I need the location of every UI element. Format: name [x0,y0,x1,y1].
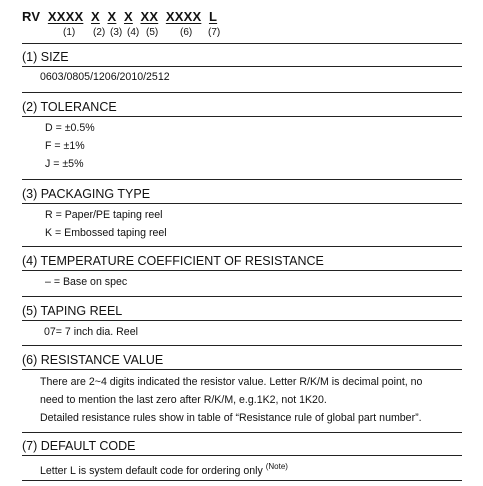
part-number-code [22,9,217,24]
note-reference: (Note) [265,462,288,471]
code-index-6: (6) [180,27,193,38]
code-part-5: XX [140,9,159,24]
packaging-k: K = Embossed taping reel [45,227,167,239]
section-divider [22,455,462,456]
code-part-4: X [123,9,133,24]
section-title-packaging: (3) PACKAGING TYPE [22,187,151,201]
section-divider [22,66,462,67]
section-divider [22,92,462,93]
taping-reel-07: 07= 7 inch dia. Reel [44,326,138,338]
code-prefix: RV [22,9,41,24]
tolerance-f: F = ±1% [45,140,85,152]
section-title-resistance-value: (6) RESISTANCE VALUE [22,353,164,367]
code-part-6: XXXX [165,9,202,24]
code-index-3: (3) [110,27,123,38]
section-divider [22,345,462,346]
section-divider [22,116,462,117]
code-index-4: (4) [127,27,140,38]
code-part-2: X [90,9,100,24]
section-divider [22,320,462,321]
resistance-line-1: There are 2~4 digits indicated the resistor value. Letter R/K/M is decimal point, no [40,376,423,388]
resistance-line-2: need to mention the last zero after R/K/M, e.g.1K2, not 1K20. [40,394,327,406]
default-code-text: Letter L is system default code for ordering only [40,465,263,477]
section-divider [22,43,462,44]
tcr-base: – = Base on spec [45,276,128,288]
section-divider [22,203,462,204]
code-part-1: XXXX [47,9,84,24]
code-index-1: (1) [63,27,76,38]
section-divider [22,369,462,370]
section-divider [22,270,462,271]
code-part-7: L [208,9,218,24]
section-divider [22,296,462,297]
packaging-r: R = Paper/PE taping reel [45,209,163,221]
code-index-7: (7) [208,27,221,38]
code-part-3: X [107,9,117,24]
code-index-5: (5) [146,27,159,38]
code-index-2: (2) [93,27,106,38]
section-title-tcr: (4) TEMPERATURE COEFFICIENT OF RESISTANCE [22,254,324,268]
section-divider [22,480,462,481]
section-divider [22,179,462,180]
size-values: 0603/0805/1206/2010/2512 [40,71,170,83]
section-title-tolerance: (2) TOLERANCE [22,100,117,114]
section-title-size: (1) SIZE [22,50,69,64]
resistance-line-3: Detailed resistance rules show in table of “Resistance rule of global part number”. [40,412,422,424]
default-code-line [40,462,288,477]
tolerance-d: D = ±0.5% [45,122,95,134]
section-title-taping-reel: (5) TAPING REEL [22,304,123,318]
tolerance-j: J = ±5% [45,158,84,170]
section-title-default-code: (7) DEFAULT CODE [22,439,136,453]
section-divider [22,246,462,247]
section-divider [22,432,462,433]
